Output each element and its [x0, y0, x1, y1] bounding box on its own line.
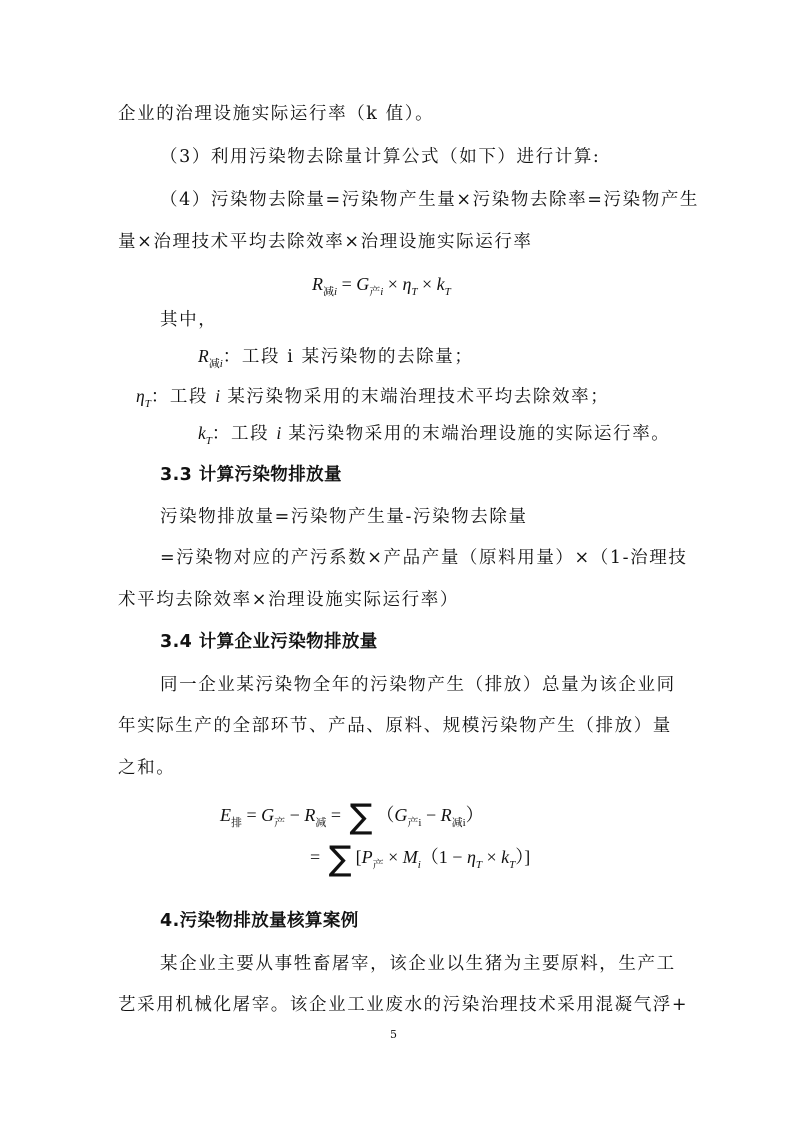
math-operator: × — [417, 274, 437, 294]
text: ：工段 — [150, 387, 216, 407]
math-subscript: T — [444, 286, 451, 298]
paragraph-line — [118, 102, 434, 126]
math-symbol: i — [215, 386, 221, 406]
math-subscript: 减 — [208, 358, 220, 370]
text: 某污染物采用的末端治理技术平均去除效率； — [220, 387, 610, 407]
math-subscript: 产 — [407, 817, 419, 829]
math-subscript: T — [144, 398, 151, 410]
math-subscript: i — [418, 817, 422, 829]
text: 艺采用机械化屠宰。该企业工业废水的污染治理技术采用混凝气浮+ — [118, 995, 689, 1015]
math-subscript: 产 — [274, 817, 286, 829]
math-subscript: T — [411, 286, 418, 298]
text: ：工段 i 某污染物的去除量； — [222, 347, 474, 367]
math-subscript: 减 — [323, 286, 334, 298]
text: 术平均去除效率×治理设施实际运行率） — [118, 590, 459, 610]
text: 某企业主要从事牲畜屠宰，该企业以生猪为主要原料，生产工 — [160, 954, 676, 974]
summation-symbol: ∑ — [349, 797, 373, 837]
text: 同一企业某污染物全年的污染物产生（排放）总量为该企业同 — [160, 675, 676, 695]
math-number: 1 — [438, 847, 448, 867]
math-subscript: T — [205, 435, 212, 447]
paragraph-line — [160, 188, 699, 212]
page-number: 5 — [390, 1028, 397, 1041]
section-heading — [160, 630, 378, 654]
math-symbol: R — [440, 805, 452, 825]
text: （3）利用污染物去除量计算公式（如下）进行计算: — [160, 147, 601, 167]
math-symbol: η — [136, 386, 145, 406]
text: 3.3 计算污染物排放量 — [160, 465, 342, 485]
definition-line — [136, 384, 609, 411]
paragraph-line — [160, 952, 676, 976]
summation-symbol: ∑ — [328, 839, 352, 879]
text: 3.4 计算企业污染物排放量 — [160, 632, 378, 652]
text: 量×治理技术平均去除效率×治理设施实际运行率 — [118, 232, 533, 252]
emission-formula-line-2 — [310, 839, 531, 879]
math-symbol: M — [402, 847, 418, 867]
definition-line — [198, 421, 670, 448]
math-symbol: R — [198, 346, 209, 366]
text: ：工段 — [211, 424, 277, 444]
text: 污染物排放量=污染物产生量-污染物去除量 — [160, 507, 528, 527]
math-operator: （ — [420, 847, 439, 867]
paragraph-line — [118, 230, 533, 254]
definition-line — [198, 344, 474, 371]
text: 4.污染物排放量核算案例 — [160, 911, 359, 931]
text: （4）污染物去除量=污染物产生量×污染物去除率=污染物产生 — [160, 190, 700, 210]
math-subscript: i — [219, 358, 223, 370]
math-operator: ） — [515, 847, 525, 867]
math-subscript: 减 — [315, 817, 327, 829]
text: 企业的治理设施实际运行率（k 值）。 — [118, 104, 435, 124]
math-symbol: G — [394, 805, 408, 825]
math-symbol: G — [261, 805, 275, 825]
paragraph-line — [160, 546, 687, 570]
math-subscript: i — [417, 859, 421, 871]
paragraph-line — [118, 714, 672, 738]
removal-formula — [312, 272, 451, 299]
math-operator: = — [310, 847, 325, 867]
math-subscript: i — [462, 817, 466, 829]
math-symbol: k — [501, 847, 510, 867]
math-symbol: G — [356, 274, 370, 294]
paragraph-line — [118, 756, 175, 780]
text: =污染物对应的产污系数×产品产量（原料用量）×（1-治理技 — [160, 548, 688, 568]
math-symbol: η — [402, 274, 412, 294]
text: 之和。 — [118, 758, 176, 778]
paragraph-line — [160, 308, 217, 332]
math-subscript: T — [509, 859, 516, 871]
math-symbol: P — [361, 847, 373, 867]
math-symbol: k — [436, 274, 445, 294]
math-operator: − — [285, 805, 305, 825]
emission-formula-line-1 — [220, 797, 484, 837]
math-operator: = — [242, 805, 262, 825]
math-subscript: 产 — [369, 286, 381, 298]
math-symbol: R — [312, 274, 323, 294]
math-operator: = — [337, 274, 357, 294]
math-operator: = — [326, 805, 346, 825]
math-subscript: 产 — [372, 859, 384, 871]
paragraph-line — [160, 673, 676, 697]
math-subscript: 排 — [231, 817, 242, 829]
math-operator: − — [421, 805, 441, 825]
math-operator: （ — [376, 805, 395, 825]
math-subscript: i — [334, 286, 338, 298]
text: 其中， — [160, 310, 218, 330]
math-operator: × — [482, 847, 502, 867]
math-operator: − — [447, 847, 467, 867]
math-symbol: R — [304, 805, 316, 825]
math-operator: [ — [355, 847, 362, 867]
math-subscript: 减 — [451, 817, 463, 829]
math-subscript: i — [380, 286, 384, 298]
math-symbol: E — [220, 805, 231, 825]
math-symbol: i — [276, 423, 282, 443]
math-operator: ] — [524, 847, 531, 867]
paragraph-line — [118, 588, 459, 612]
section-heading — [160, 463, 342, 487]
paragraph-line — [160, 505, 528, 529]
text: 某污染物采用的末端治理设施的实际运行率。 — [281, 424, 671, 444]
math-operator: × — [383, 847, 403, 867]
section-heading — [160, 909, 359, 933]
text: 年实际生产的全部环节、产品、原料、规模污染物产生（排放）量 — [118, 716, 672, 736]
paragraph-line — [118, 993, 688, 1017]
math-symbol: k — [198, 423, 206, 443]
math-operator: ） — [465, 805, 484, 825]
math-symbol: η — [466, 847, 476, 867]
paragraph-line — [160, 145, 600, 169]
math-operator: × — [383, 274, 403, 294]
math-subscript: T — [475, 859, 483, 871]
